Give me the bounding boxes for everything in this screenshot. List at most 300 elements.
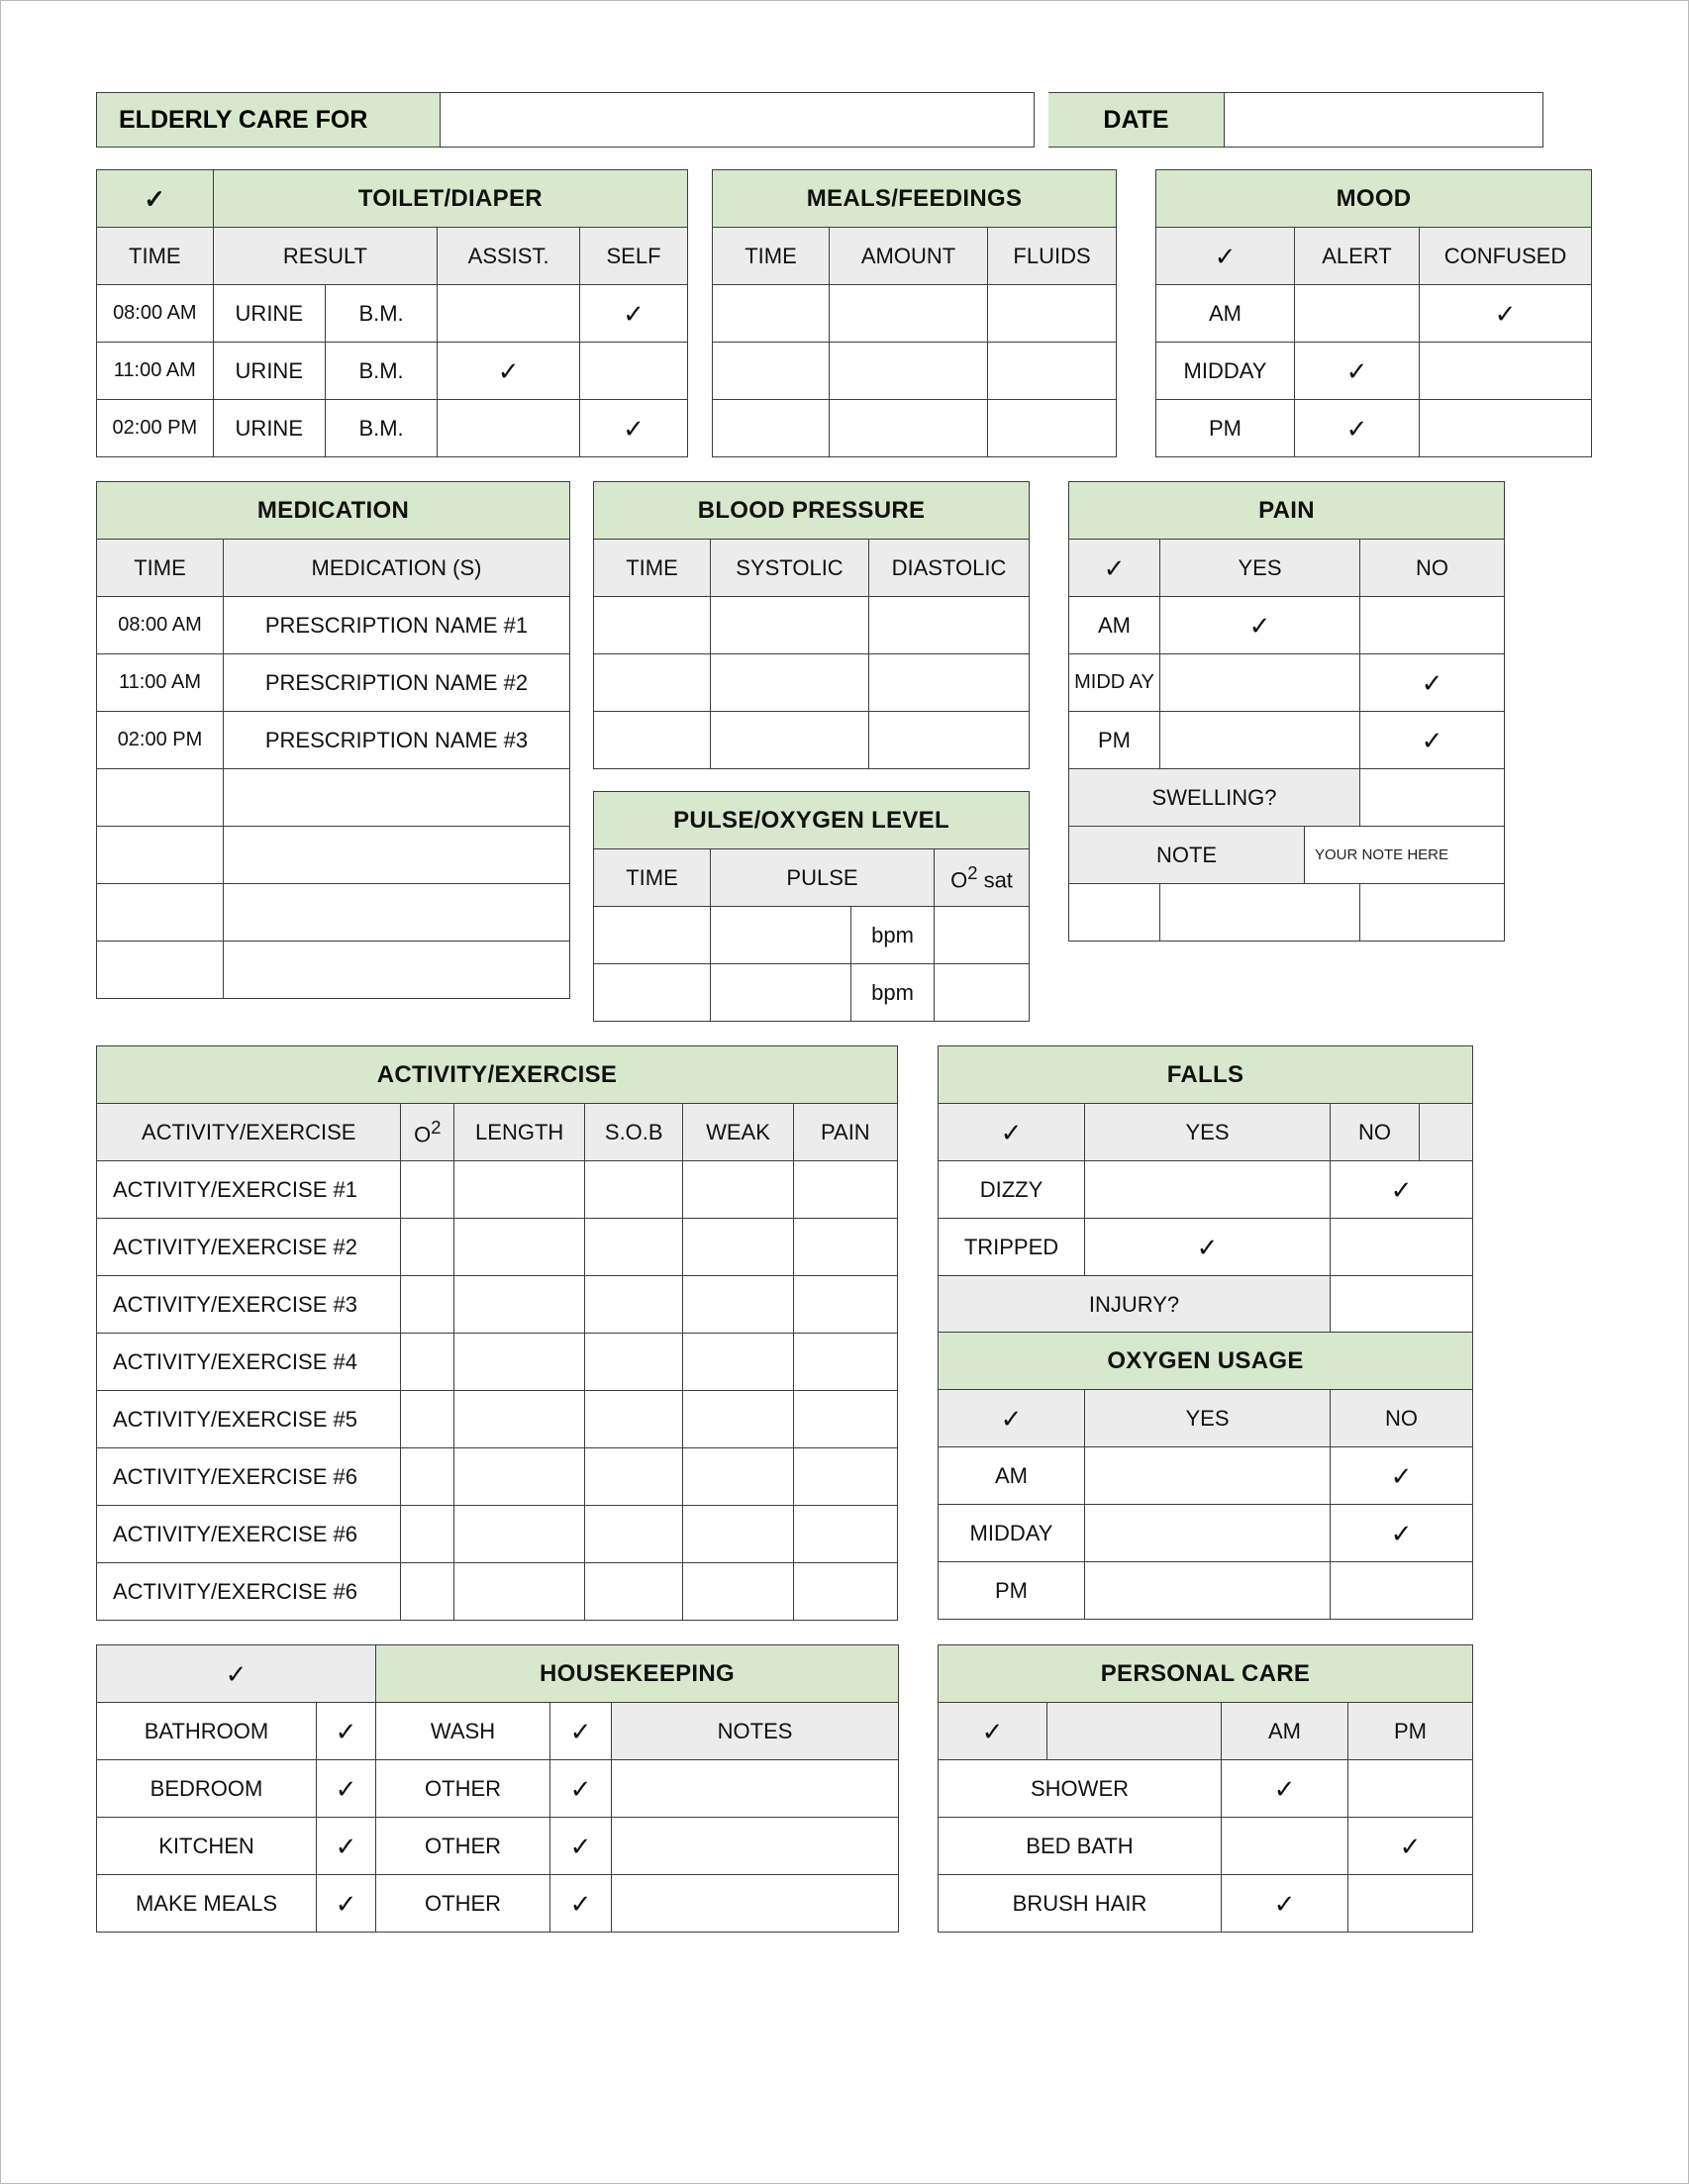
medication-name-cell[interactable] — [224, 827, 570, 884]
date-field[interactable] — [1225, 92, 1543, 148]
toilet-check-header: ✓ — [97, 170, 214, 228]
oxygen-yes-cell[interactable] — [1085, 1562, 1331, 1620]
activity-o2-cell[interactable] — [401, 1161, 454, 1219]
oxygen-no-cell[interactable]: ✓ — [1331, 1447, 1473, 1505]
toilet-result-urine: URINE — [213, 343, 325, 400]
mood-check-header: ✓ — [1156, 228, 1295, 285]
meals-time-cell[interactable] — [713, 285, 830, 343]
toilet-assist-cell[interactable] — [438, 400, 580, 457]
toilet-col-time: TIME — [97, 228, 214, 285]
mood-col-alert: ALERT — [1295, 228, 1420, 285]
blood-pressure-table — [593, 481, 1030, 769]
activity-exercise-block — [96, 1045, 898, 1621]
activity-name: ACTIVITY/EXERCISE #1 — [97, 1161, 401, 1219]
table-row — [97, 1219, 898, 1276]
table-row — [97, 1276, 898, 1334]
activity-sob-cell[interactable] — [585, 1334, 683, 1391]
activity-pain-cell[interactable] — [793, 1391, 897, 1448]
personal-care-col-am: AM — [1222, 1703, 1348, 1760]
personal-care-task: SHOWER — [939, 1760, 1222, 1818]
personal-care-am-cell[interactable]: ✓ — [1222, 1875, 1348, 1933]
activity-length-cell[interactable] — [454, 1219, 585, 1276]
housekeeping-area: MAKE MEALS — [97, 1875, 317, 1933]
activity-name: ACTIVITY/EXERCISE #6 — [97, 1448, 401, 1506]
housekeeping-task-check[interactable]: ✓ — [550, 1875, 612, 1933]
table-row — [97, 285, 688, 343]
pain-no-cell[interactable]: ✓ — [1360, 712, 1505, 769]
table-row — [97, 1506, 898, 1563]
housekeeping-title: HOUSEKEEPING — [376, 1645, 899, 1703]
activity-sob-cell[interactable] — [585, 1161, 683, 1219]
pain-extra-cell[interactable] — [1360, 884, 1505, 942]
medication-time-cell[interactable] — [97, 942, 224, 999]
mood-period: AM — [1156, 285, 1295, 343]
meals-col-fluids: FLUIDS — [988, 228, 1117, 285]
activity-length-cell[interactable] — [454, 1334, 585, 1391]
pain-check-header: ✓ — [1069, 540, 1160, 597]
table-row — [939, 1276, 1473, 1334]
table-row — [97, 597, 570, 654]
table-row — [939, 1161, 1473, 1219]
table-row — [97, 1448, 898, 1506]
personal-care-task: BED BATH — [939, 1818, 1222, 1875]
swelling-value-cell[interactable] — [1360, 769, 1505, 827]
o2-sat-cell[interactable] — [935, 907, 1030, 964]
toilet-self-cell[interactable]: ✓ — [580, 400, 688, 457]
activity-name: ACTIVITY/EXERCISE #3 — [97, 1276, 401, 1334]
oxygen-yes-cell[interactable] — [1085, 1505, 1331, 1562]
medication-time: 02:00 PM — [97, 712, 224, 769]
activity-weak-cell[interactable] — [683, 1161, 793, 1219]
activity-length-cell[interactable] — [454, 1506, 585, 1563]
housekeeping-area-check[interactable]: ✓ — [317, 1818, 376, 1875]
toilet-self-cell[interactable]: ✓ — [580, 285, 688, 343]
oxygen-period: PM — [939, 1562, 1085, 1620]
pain-col-no: NO — [1360, 540, 1505, 597]
pulse-unit-label: bpm — [851, 907, 935, 964]
medication-table — [96, 481, 570, 999]
note-input[interactable]: YOUR NOTE HERE — [1305, 827, 1505, 884]
housekeeping-task: OTHER — [376, 1818, 550, 1875]
activity-o2-cell[interactable] — [401, 1506, 454, 1563]
pain-period: AM — [1069, 597, 1160, 654]
bp-time-cell[interactable] — [594, 654, 711, 712]
medication-name-cell[interactable] — [224, 769, 570, 827]
activity-length-cell[interactable] — [454, 1161, 585, 1219]
falls-col-no: NO — [1331, 1104, 1420, 1161]
personal-care-col-blank — [1047, 1703, 1222, 1760]
toilet-time: 08:00 AM — [97, 285, 214, 343]
activity-length-cell[interactable] — [454, 1448, 585, 1506]
housekeeping-table — [96, 1644, 899, 1933]
medication-col-meds: MEDICATION (S) — [224, 540, 570, 597]
housekeeping-notes-cell[interactable] — [612, 1760, 899, 1818]
activity-name: ACTIVITY/EXERCISE #6 — [97, 1506, 401, 1563]
mood-period: PM — [1156, 400, 1295, 457]
activity-o2-cell[interactable] — [401, 1563, 454, 1621]
table-row — [1156, 343, 1592, 400]
oxygen-yes-cell[interactable] — [1085, 1447, 1331, 1505]
activity-sob-cell[interactable] — [585, 1563, 683, 1621]
toilet-time: 02:00 PM — [97, 400, 214, 457]
o2-sup: 2 — [967, 861, 978, 883]
housekeeping-task-check[interactable]: ✓ — [550, 1818, 612, 1875]
medication-name: PRESCRIPTION NAME #3 — [224, 712, 570, 769]
oxygen-col-yes: YES — [1085, 1390, 1331, 1447]
oxygen-no-cell[interactable] — [1331, 1562, 1473, 1620]
activity-col-weak: WEAK — [683, 1104, 793, 1161]
medication-block — [96, 481, 569, 999]
housekeeping-block — [96, 1644, 898, 1933]
medication-time-cell[interactable] — [97, 827, 224, 884]
bp-diastolic-cell[interactable] — [869, 654, 1030, 712]
table-row — [713, 400, 1117, 457]
activity-weak-cell[interactable] — [683, 1276, 793, 1334]
toilet-col-self: SELF — [580, 228, 688, 285]
medication-col-time: TIME — [97, 540, 224, 597]
bp-systolic-cell[interactable] — [711, 597, 869, 654]
medication-name-cell[interactable] — [224, 884, 570, 942]
activity-o2-cell[interactable] — [401, 1448, 454, 1506]
table-row — [594, 712, 1030, 769]
activity-pain-cell[interactable] — [793, 1276, 897, 1334]
activity-title: ACTIVITY/EXERCISE — [97, 1046, 898, 1104]
falls-label: DIZZY — [939, 1161, 1085, 1219]
falls-col-spacer — [1420, 1104, 1473, 1161]
meals-fluids-cell[interactable] — [988, 285, 1117, 343]
table-row — [594, 597, 1030, 654]
activity-sob-cell[interactable] — [585, 1219, 683, 1276]
meals-col-time: TIME — [713, 228, 830, 285]
medication-time: 11:00 AM — [97, 654, 224, 712]
table-row — [1156, 285, 1592, 343]
pulse-value-cell[interactable] — [711, 964, 851, 1022]
pain-table — [1068, 481, 1505, 942]
o2-base: O — [950, 867, 968, 893]
mood-alert-cell[interactable]: ✓ — [1295, 343, 1420, 400]
oxygen-no-cell[interactable]: ✓ — [1331, 1505, 1473, 1562]
table-row — [97, 712, 570, 769]
o2-tail: sat — [977, 867, 1013, 893]
toilet-time: 11:00 AM — [97, 343, 214, 400]
pain-yes-cell[interactable] — [1160, 712, 1360, 769]
injury-value-cell[interactable] — [1331, 1276, 1473, 1334]
medication-name: PRESCRIPTION NAME #2 — [224, 654, 570, 712]
activity-pain-cell[interactable] — [793, 1448, 897, 1506]
oxygen-usage-table — [938, 1332, 1473, 1620]
pain-no-cell[interactable]: ✓ — [1360, 654, 1505, 712]
meals-feedings-block — [712, 169, 1116, 457]
medication-time-cell[interactable] — [97, 769, 224, 827]
personal-care-title: PERSONAL CARE — [939, 1645, 1473, 1703]
band-medication-bp-pain — [96, 481, 1595, 1022]
table-row — [97, 343, 688, 400]
activity-weak-cell[interactable] — [683, 1448, 793, 1506]
activity-weak-cell[interactable] — [683, 1391, 793, 1448]
housekeeping-notes-cell[interactable] — [612, 1875, 899, 1933]
falls-title: FALLS — [939, 1046, 1473, 1104]
medication-time-cell[interactable] — [97, 884, 224, 942]
personal-care-check-header: ✓ — [939, 1703, 1047, 1760]
activity-sob-cell[interactable] — [585, 1391, 683, 1448]
activity-sob-cell[interactable] — [585, 1448, 683, 1506]
housekeeping-area: KITCHEN — [97, 1818, 317, 1875]
mood-table — [1155, 169, 1592, 457]
pain-yes-cell[interactable] — [1160, 654, 1360, 712]
pain-col-yes: YES — [1160, 540, 1360, 597]
personal-care-am-cell[interactable]: ✓ — [1222, 1760, 1348, 1818]
toilet-assist-cell[interactable]: ✓ — [438, 343, 580, 400]
table-row — [1069, 827, 1505, 884]
table-row — [1069, 597, 1505, 654]
activity-o2-cell[interactable] — [401, 1276, 454, 1334]
table-row — [939, 1875, 1473, 1933]
table-row — [97, 1703, 899, 1760]
housekeeping-area: BATHROOM — [97, 1703, 317, 1760]
table-row — [97, 1760, 899, 1818]
pulse-value-cell[interactable] — [711, 907, 851, 964]
toilet-result-bm: B.M. — [325, 343, 437, 400]
personal-care-pm-cell[interactable]: ✓ — [1348, 1818, 1473, 1875]
oxygen-col-no: NO — [1331, 1390, 1473, 1447]
falls-yes-cell[interactable] — [1085, 1161, 1331, 1219]
injury-label: INJURY? — [939, 1276, 1331, 1334]
toilet-title: TOILET/DIAPER — [213, 170, 687, 228]
falls-check-header: ✓ — [939, 1104, 1085, 1161]
housekeeping-task: OTHER — [376, 1760, 550, 1818]
table-row — [97, 942, 570, 999]
pulse-col-time: TIME — [594, 849, 711, 907]
table-row — [97, 1818, 899, 1875]
meals-title: MEALS/FEEDINGS — [713, 170, 1117, 228]
pain-no-cell[interactable] — [1360, 597, 1505, 654]
patient-name-field[interactable] — [441, 92, 1035, 148]
personal-care-block — [938, 1644, 1472, 1933]
activity-weak-cell[interactable] — [683, 1563, 793, 1621]
housekeeping-check-header: ✓ — [97, 1645, 376, 1703]
table-row — [1069, 654, 1505, 712]
table-row — [713, 343, 1117, 400]
medication-name-cell[interactable] — [224, 942, 570, 999]
pain-block — [1068, 481, 1504, 942]
pulse-time-cell[interactable] — [594, 907, 711, 964]
activity-length-cell[interactable] — [454, 1276, 585, 1334]
toilet-result-urine: URINE — [213, 400, 325, 457]
mood-confused-cell[interactable] — [1420, 343, 1592, 400]
housekeeping-area-check[interactable]: ✓ — [317, 1760, 376, 1818]
band-activity-falls — [96, 1045, 1595, 1621]
spacer — [593, 769, 1029, 791]
table-row — [97, 884, 570, 942]
page-title: ELDERLY CARE FOR — [96, 92, 441, 148]
activity-weak-cell[interactable] — [683, 1506, 793, 1563]
bp-systolic-cell[interactable] — [711, 712, 869, 769]
pain-yes-cell[interactable]: ✓ — [1160, 597, 1360, 654]
date-label: DATE — [1048, 92, 1225, 148]
bp-col-diastolic: DIASTOLIC — [869, 540, 1030, 597]
falls-table — [938, 1045, 1473, 1334]
meals-feedings-table — [712, 169, 1117, 457]
activity-col-pain: PAIN — [793, 1104, 897, 1161]
activity-o2-cell[interactable] — [401, 1334, 454, 1391]
meals-fluids-cell[interactable] — [988, 343, 1117, 400]
bp-col-systolic: SYSTOLIC — [711, 540, 869, 597]
activity-pain-cell[interactable] — [793, 1219, 897, 1276]
pulse-oxygen-title: PULSE/OXYGEN LEVEL — [594, 792, 1030, 849]
activity-weak-cell[interactable] — [683, 1334, 793, 1391]
pulse-col-o2sat — [935, 849, 1030, 907]
table-row — [97, 1875, 899, 1933]
table-row — [97, 1563, 898, 1621]
table-row — [97, 1334, 898, 1391]
bp-pulse-column — [593, 481, 1029, 1022]
toilet-diaper-table — [96, 169, 688, 457]
toilet-col-assist: ASSIST. — [438, 228, 580, 285]
note-label: NOTE — [1069, 827, 1305, 884]
meals-col-amount: AMOUNT — [830, 228, 988, 285]
table-row — [97, 769, 570, 827]
table-row — [97, 1161, 898, 1219]
mood-period: MIDDAY — [1156, 343, 1295, 400]
table-row — [939, 1760, 1473, 1818]
activity-weak-cell[interactable] — [683, 1219, 793, 1276]
falls-col-yes: YES — [1085, 1104, 1331, 1161]
housekeeping-area-check[interactable]: ✓ — [317, 1875, 376, 1933]
personal-care-pm-cell[interactable] — [1348, 1875, 1473, 1933]
pulse-col-pulse: PULSE — [711, 849, 935, 907]
pain-title: PAIN — [1069, 482, 1505, 540]
activity-name: ACTIVITY/EXERCISE #2 — [97, 1219, 401, 1276]
activity-exercise-table — [96, 1045, 898, 1621]
bp-time-cell[interactable] — [594, 712, 711, 769]
oxygen-check-header: ✓ — [939, 1390, 1085, 1447]
activity-o2-cell[interactable] — [401, 1391, 454, 1448]
table-row — [1069, 769, 1505, 827]
table-row — [594, 907, 1030, 964]
table-row — [939, 1562, 1473, 1620]
activity-length-cell[interactable] — [454, 1563, 585, 1621]
personal-care-col-pm: PM — [1348, 1703, 1473, 1760]
table-row — [939, 1447, 1473, 1505]
table-row — [939, 1219, 1473, 1276]
toilet-self-cell[interactable] — [580, 343, 688, 400]
pain-period: PM — [1069, 712, 1160, 769]
activity-col-sob: S.O.B — [585, 1104, 683, 1161]
toilet-diaper-block — [96, 169, 688, 457]
activity-pain-cell[interactable] — [793, 1161, 897, 1219]
activity-sob-cell[interactable] — [585, 1276, 683, 1334]
personal-care-pm-cell[interactable] — [1348, 1760, 1473, 1818]
bp-systolic-cell[interactable] — [711, 654, 869, 712]
table-row — [97, 827, 570, 884]
pulse-time-cell[interactable] — [594, 964, 711, 1022]
activity-col-o2 — [401, 1104, 454, 1161]
band-housekeeping-personal — [96, 1644, 1595, 1933]
toilet-result-bm: B.M. — [325, 285, 437, 343]
activity-o2-cell[interactable] — [401, 1219, 454, 1276]
pulse-unit-label: bpm — [851, 964, 935, 1022]
oxygen-period: AM — [939, 1447, 1085, 1505]
care-log-sheet — [96, 92, 1595, 1956]
meals-amount-cell[interactable] — [830, 400, 988, 457]
o2-sup: 2 — [431, 1116, 442, 1138]
toilet-col-result: RESULT — [213, 228, 438, 285]
falls-no-cell[interactable] — [1331, 1219, 1473, 1276]
blood-pressure-title: BLOOD PRESSURE — [594, 482, 1030, 540]
activity-sob-cell[interactable] — [585, 1506, 683, 1563]
mood-alert-cell[interactable]: ✓ — [1295, 400, 1420, 457]
table-row — [1069, 884, 1505, 942]
header-row — [96, 92, 1595, 148]
meals-time-cell[interactable] — [713, 343, 830, 400]
activity-name: ACTIVITY/EXERCISE #5 — [97, 1391, 401, 1448]
meals-amount-cell[interactable] — [830, 343, 988, 400]
activity-col-length: LENGTH — [454, 1104, 585, 1161]
housekeeping-task: OTHER — [376, 1875, 550, 1933]
housekeeping-area-check[interactable]: ✓ — [317, 1703, 376, 1760]
activity-pain-cell[interactable] — [793, 1506, 897, 1563]
toilet-result-bm: B.M. — [325, 400, 437, 457]
housekeeping-notes-cell[interactable] — [612, 1818, 899, 1875]
table-row — [939, 1505, 1473, 1562]
activity-pain-cell[interactable] — [793, 1563, 897, 1621]
activity-col-name: ACTIVITY/EXERCISE — [97, 1104, 401, 1161]
pain-extra-cell[interactable] — [1069, 884, 1160, 942]
housekeeping-task-check[interactable]: ✓ — [550, 1703, 612, 1760]
toilet-result-urine: URINE — [213, 285, 325, 343]
personal-care-am-cell[interactable] — [1222, 1818, 1348, 1875]
bp-diastolic-cell[interactable] — [869, 712, 1030, 769]
pain-period: MIDD AY — [1069, 654, 1160, 712]
meals-fluids-cell[interactable] — [988, 400, 1117, 457]
pain-extra-cell[interactable] — [1160, 884, 1360, 942]
meals-time-cell[interactable] — [713, 400, 830, 457]
medication-title: MEDICATION — [97, 482, 570, 540]
mood-confused-cell[interactable]: ✓ — [1420, 285, 1592, 343]
mood-alert-cell[interactable] — [1295, 285, 1420, 343]
oxygen-period: MIDDAY — [939, 1505, 1085, 1562]
activity-length-cell[interactable] — [454, 1391, 585, 1448]
medication-name: PRESCRIPTION NAME #1 — [224, 597, 570, 654]
table-row — [97, 654, 570, 712]
personal-care-task: BRUSH HAIR — [939, 1875, 1222, 1933]
housekeeping-task: WASH — [376, 1703, 550, 1760]
falls-yes-cell[interactable]: ✓ — [1085, 1219, 1331, 1276]
oxygen-usage-title: OXYGEN USAGE — [939, 1333, 1473, 1390]
table-row — [594, 654, 1030, 712]
band-toilet-meals-mood — [96, 169, 1595, 457]
o2-sat-cell[interactable] — [935, 964, 1030, 1022]
pulse-oxygen-table — [593, 791, 1030, 1022]
activity-pain-cell[interactable] — [793, 1334, 897, 1391]
meals-amount-cell[interactable] — [830, 285, 988, 343]
mood-title: MOOD — [1156, 170, 1592, 228]
falls-oxygen-column — [938, 1045, 1472, 1620]
mood-block — [1155, 169, 1591, 457]
table-row — [939, 1818, 1473, 1875]
housekeeping-notes-label: NOTES — [612, 1703, 899, 1760]
toilet-assist-cell[interactable] — [438, 285, 580, 343]
swelling-label: SWELLING? — [1069, 769, 1360, 827]
medication-time: 08:00 AM — [97, 597, 224, 654]
bp-diastolic-cell[interactable] — [869, 597, 1030, 654]
table-row — [1069, 712, 1505, 769]
falls-no-cell[interactable]: ✓ — [1331, 1161, 1473, 1219]
mood-confused-cell[interactable] — [1420, 400, 1592, 457]
bp-time-cell[interactable] — [594, 597, 711, 654]
housekeeping-area: BEDROOM — [97, 1760, 317, 1818]
housekeeping-task-check[interactable]: ✓ — [550, 1760, 612, 1818]
